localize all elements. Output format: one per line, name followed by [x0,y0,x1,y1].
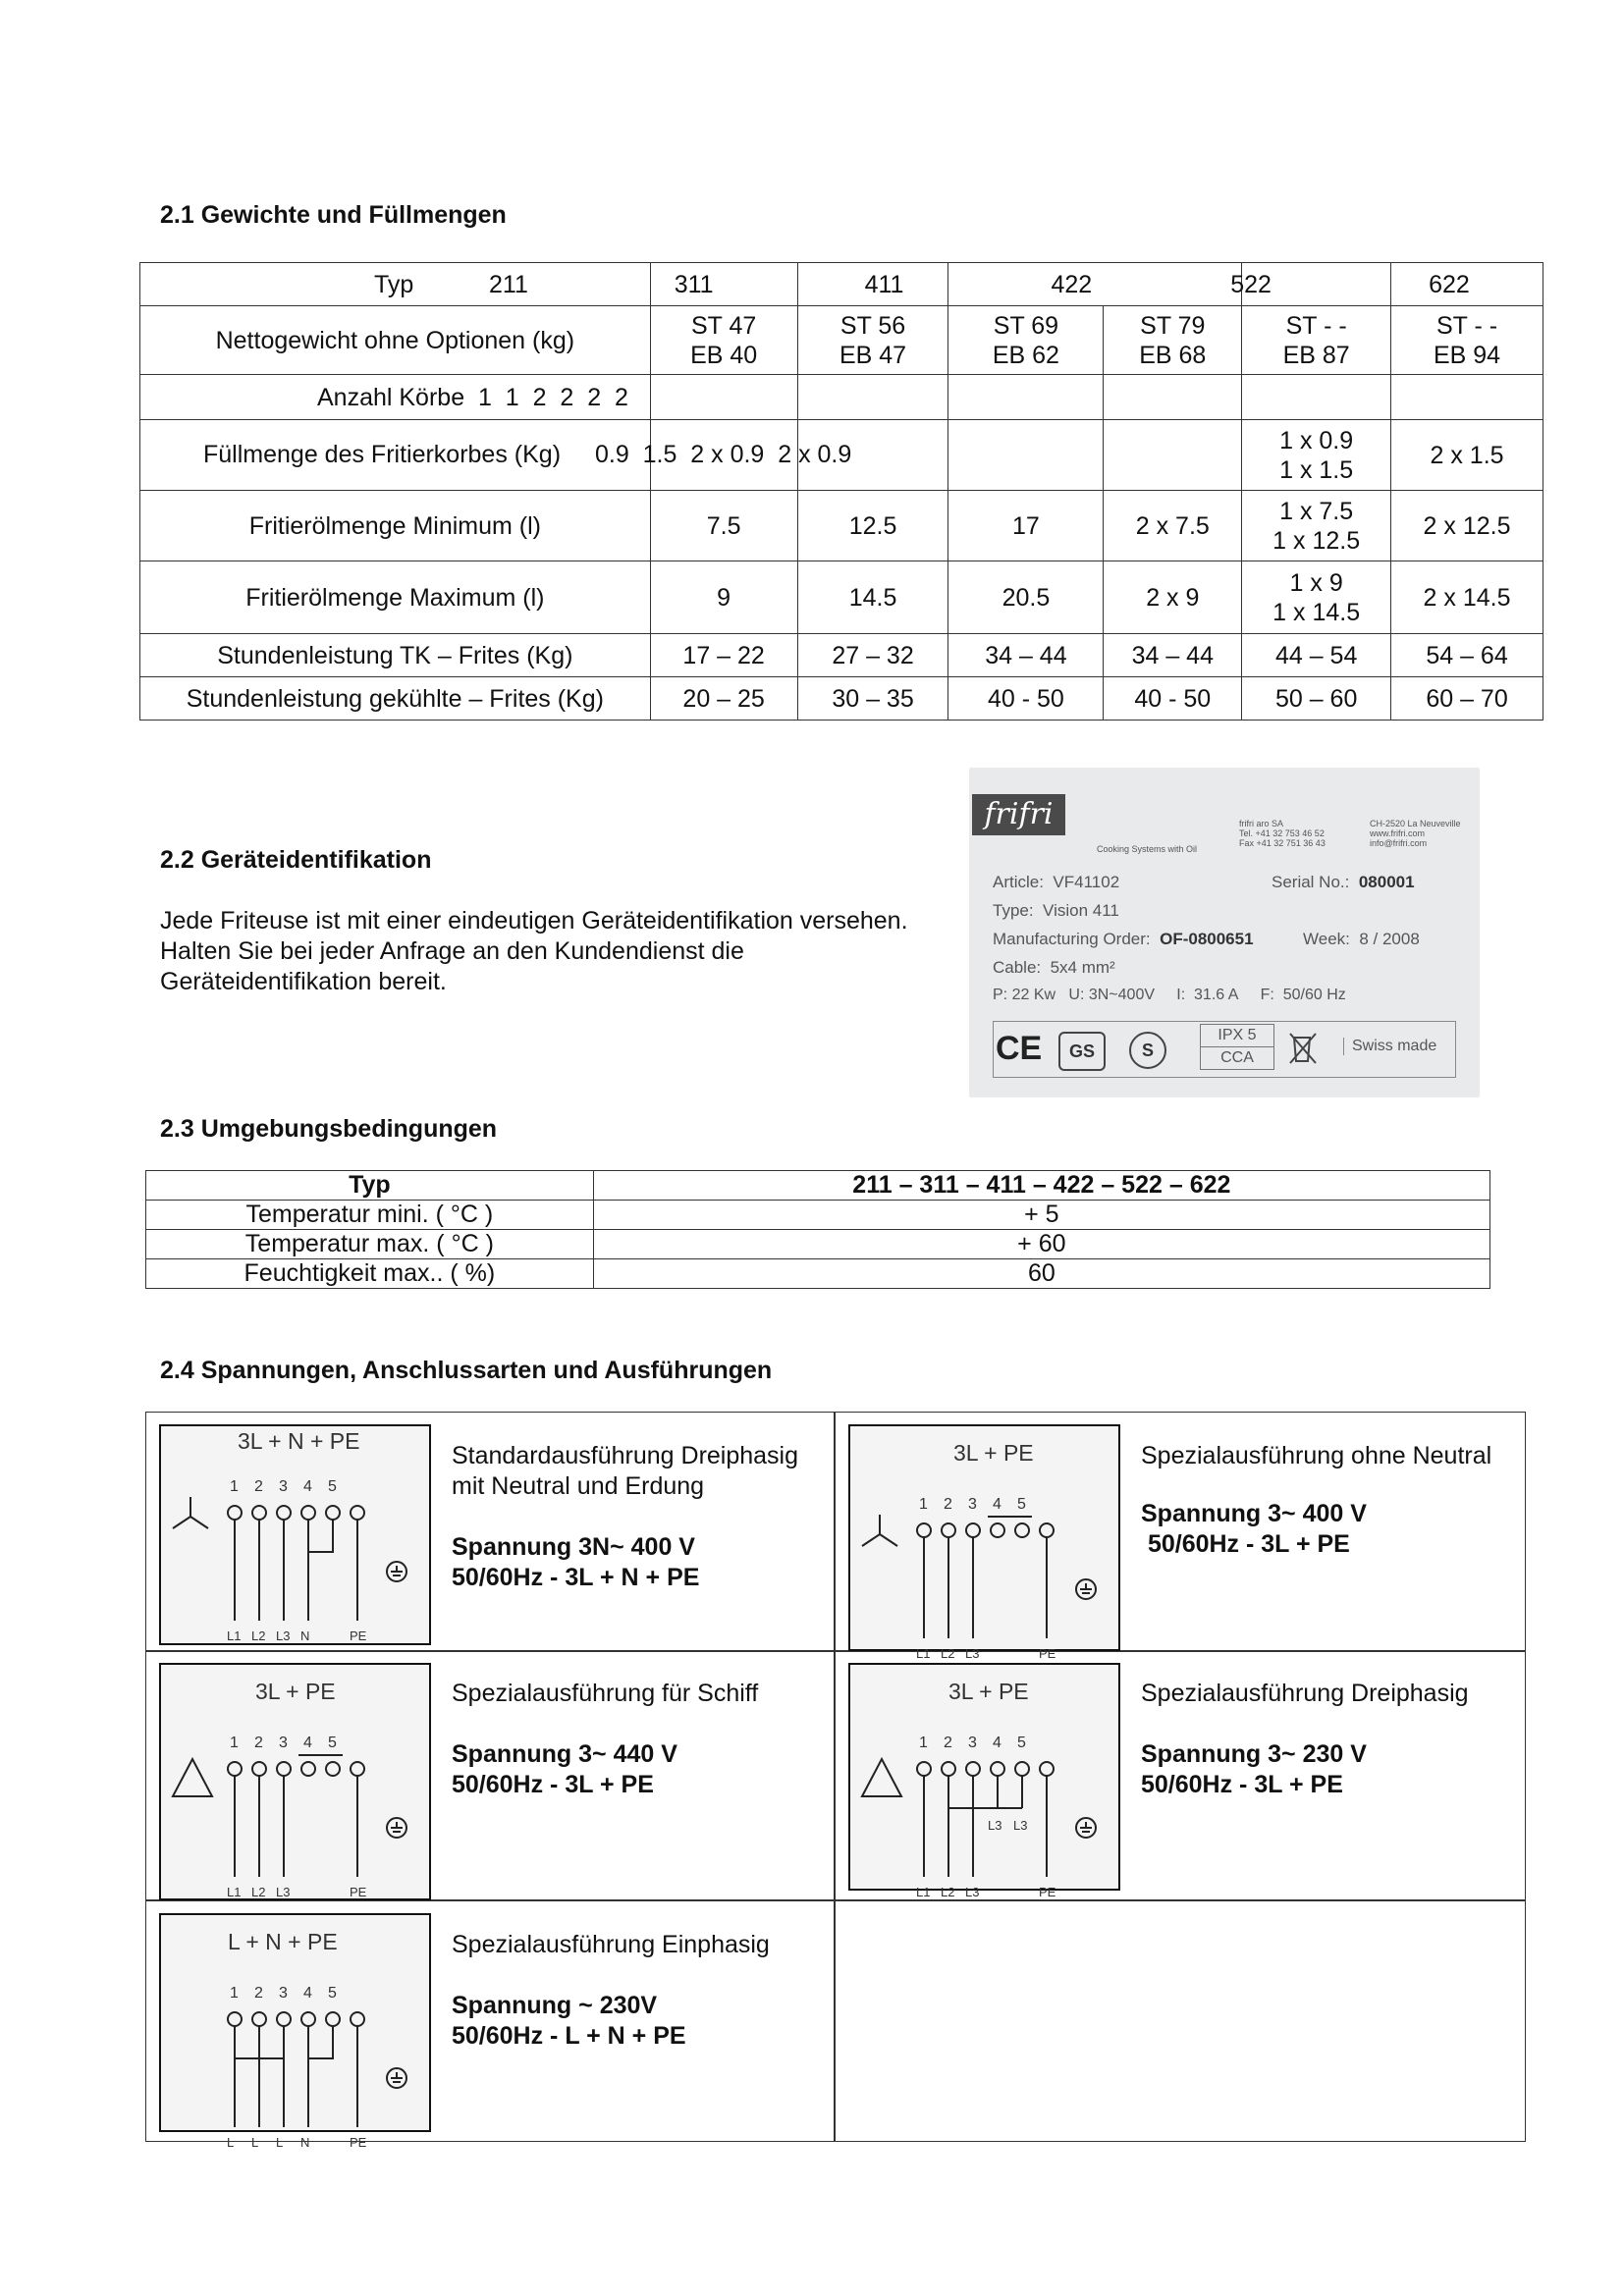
terminal-circle [326,2012,340,2026]
terminal-number: 2 [944,1735,952,1751]
rating-plate [969,768,1480,1097]
star-symbol [862,1534,880,1546]
fuell-values: 0.9 1.5 2 x 0.9 2 x 0.9 [595,441,852,468]
header-422: 422 [1051,270,1093,298]
gek-422a: 40 - 50 [948,677,1104,721]
terminal-number: 1 [230,1985,239,2002]
terminal-circle [252,1762,266,1776]
row-koerbe: Anzahl Körbe 1 1 2 2 2 2 [140,375,651,420]
wire-label: L2 [941,1646,955,1661]
terminal-number: 4 [303,1735,312,1751]
conn-3-text: Spezialausführung für Schiff Spannung 3~ 440 V 50/60Hz - 3L + PE [452,1680,759,1798]
min-522: 1 x 7.5 1 x 12.5 [1242,491,1391,561]
wire-label: L [276,2135,284,2150]
header-422-cell [948,263,1242,306]
env-temp-min-value: + 5 [593,1201,1489,1230]
heading-2-4: 2.4 Spannungen, Anschlussarten und Ausführungen [160,1357,773,1384]
label-cable: Cable: 5x4 mm² [993,958,1115,977]
terminal-circle [301,2012,315,2026]
row-tk-label: Stundenleistung TK – Frites (Kg) [140,634,651,677]
wire-label: L1 [916,1646,931,1661]
label-contact-right: CH-2520 La Neuveville www.frifri.com info@frifri.com [1370,819,1461,848]
tk-622: 54 – 64 [1391,634,1543,677]
label-tagline: Cooking Systems with Oil [1097,844,1198,854]
gs-mark: GS [1058,1032,1106,1071]
gek-411: 30 – 35 [797,677,948,721]
heading-2-2: 2.2 Geräteidentifikation [160,846,432,874]
wire-label: PE [350,2135,367,2150]
netto-422a: ST 69 EB 62 [948,306,1104,375]
frifri-logo: frifri [972,794,1065,835]
label-certifications [993,1021,1456,1078]
row-gek-label: Stundenleistung gekühlte – Frites (Kg) [140,677,651,721]
terminal-number: 3 [279,1985,288,2002]
environment-table [145,1170,1490,1289]
terminal-number: 3 [968,1496,977,1513]
label-type: Type: Vision 411 [993,901,1119,920]
header-311: 311 [650,263,797,306]
wire-label: L3 [965,1885,980,1899]
ce-mark: CE [996,1030,1043,1067]
terminal-circle [1040,1523,1054,1537]
env-humidity-label: Feuchtigkeit max.. ( %) [146,1259,594,1289]
terminal-circle [277,1506,291,1520]
terminal-number: 1 [919,1496,928,1513]
label-week: Week: 8 / 2008 [1303,930,1420,948]
terminal-number: 3 [279,1735,288,1751]
row-maximum-label: Fritierölmenge Maximum (l) [140,561,651,634]
terminal-number: 1 [230,1478,239,1495]
terminal-circle [966,1523,980,1537]
env-humidity-value: 60 [593,1259,1489,1289]
terminal-circle [351,1762,364,1776]
swiss-made: Swiss made [1343,1038,1436,1055]
max-522: 1 x 9 1 x 14.5 [1242,561,1391,634]
env-head-typ: Typ [146,1171,594,1201]
weights-table [139,262,1543,721]
terminal-number: 5 [328,1735,337,1751]
fuell-label: Füllmenge des Fritierkorbes (Kg) [203,441,562,468]
terminal-number: 5 [1017,1496,1026,1513]
heading-2-1: 2.1 Gewichte und Füllmengen [160,201,507,229]
terminal-number: 4 [993,1735,1001,1751]
row-fuell [140,420,852,491]
terminal-number: 4 [303,1985,312,2002]
netto-311: ST 47 EB 40 [650,306,797,375]
conn-4-text: Spezialausführung Dreiphasig Spannung 3~ 230 V 50/60Hz - 3L + PE [1141,1680,1469,1798]
heading-2-3: 2.3 Umgebungsbedingungen [160,1115,498,1143]
terminal-number: 3 [279,1478,288,1495]
min-622: 2 x 12.5 [1391,491,1543,561]
terminal-circle [277,2012,291,2026]
wire-label: PE [1039,1646,1056,1661]
terminal-circle [966,1762,980,1776]
wire-label: L2 [251,1885,266,1899]
env-temp-max-value: + 60 [593,1230,1489,1259]
terminal-circle [942,1762,955,1776]
wire-label: L [227,2135,235,2150]
terminal-circle [301,1762,315,1776]
max-422b: 2 x 9 [1104,561,1242,634]
label-serial: Serial No.: 080001 [1272,873,1415,891]
env-head-types: 211 – 311 – 411 – 422 – 522 – 622 [593,1171,1489,1201]
netto-422b: ST 79 EB 68 [1104,306,1242,375]
terminal-circle [228,2012,242,2026]
terminal-circle [252,2012,266,2026]
wire-label: L1 [227,1885,242,1899]
diagram-3l-n-pe-standard: 3L + N + PE 1 2 3 4 5 L1 L2 L3 N PE [159,1424,431,1645]
terminal-number: 2 [254,1985,263,2002]
gek-311: 20 – 25 [650,677,797,721]
tk-422b: 34 – 44 [1104,634,1242,677]
header-411: 411 [797,263,948,306]
label-electrical: P: 22 Kw U: 3N~400V I: 31.6 A F: 50/60 Hz [993,987,1346,1003]
row-netto-label: Nettogewicht ohne Optionen (kg) [140,306,651,375]
env-temp-max-label: Temperatur max. ( °C ) [146,1230,594,1259]
min-311: 7.5 [650,491,797,561]
bridge [308,1520,333,1552]
max-311: 9 [650,561,797,634]
gek-422b: 40 - 50 [1104,677,1242,721]
terminal-circle [252,1506,266,1520]
label-article: Article: VF41102 [993,873,1120,891]
tk-422a: 34 – 44 [948,634,1104,677]
terminal-circle [228,1506,242,1520]
wire-label: PE [350,1629,367,1643]
tk-411: 27 – 32 [797,634,948,677]
terminal-number: 5 [1017,1735,1026,1751]
header-211: 211 [489,271,528,298]
diagram-3l-pe-ship: 3L + PE 1 2 3 4 5 L1 L2 L3 PE [159,1663,431,1900]
max-411: 14.5 [797,561,948,634]
conn-5-text: Spezialausführung Einphasig Spannung ~ 230V 50/60Hz - L + N + PE [452,1931,770,2050]
header-522-cell [1230,263,1391,306]
terminal-number: 1 [230,1735,239,1751]
label-contact-left: frifri aro SA Tel. +41 32 753 46 52 Fax +41 32 751 36 43 [1239,819,1326,848]
netto-622: ST - - EB 94 [1391,306,1543,375]
min-411: 12.5 [797,491,948,561]
star-symbol [880,1534,897,1546]
delta-symbol [173,1759,212,1796]
wire-label: L [251,2135,259,2150]
terminal-circle [942,1523,955,1537]
tk-522: 44 – 54 [1242,634,1391,677]
diagram-3l-pe-230: 3L + PE 1 2 3 4 5 L3 L3 L1 L2 L3 PE [848,1663,1120,1891]
min-422b: 2 x 7.5 [1104,491,1242,561]
wire-label: L3 [276,1885,291,1899]
mid-label: L3 [988,1818,1002,1833]
terminal-circle [1015,1523,1029,1537]
terminal-number: 1 [919,1735,928,1751]
wire-label: L2 [251,1629,266,1643]
wire-label: L1 [916,1885,931,1899]
max-422a: 20.5 [948,561,1104,634]
s-mark: S [1129,1032,1166,1069]
ipx-box: IPX 5 CCA [1200,1024,1274,1070]
wire-label: PE [1039,1885,1056,1899]
terminal-circle [301,1506,315,1520]
terminal-circle [277,1762,291,1776]
star-symbol [173,1517,190,1528]
max-622: 2 x 14.5 [1391,561,1543,634]
terminal-circle [1015,1762,1029,1776]
header-typ-cell [140,263,651,306]
terminal-circle [1040,1762,1054,1776]
mid-label: L3 [1013,1818,1028,1833]
terminal-number: 2 [944,1496,952,1513]
wire-label: N [300,1629,310,1643]
conn-1-text: Standardausführung Dreiphasig mit Neutral und Erdung Spannung 3N~ 400 V 50/60Hz - 3L + N + PE [452,1442,799,1591]
terminal-circle [991,1523,1004,1537]
header-typ: Typ [374,271,414,298]
wire-label: L3 [276,1629,291,1643]
wire-label: PE [350,1885,367,1899]
wire-label: L3 [965,1646,980,1661]
label-order: Manufacturing Order: OF-0800651 [993,930,1254,948]
netto-522: ST - - EB 87 [1242,306,1391,375]
terminal-number: 5 [328,1985,337,2002]
star-symbol [190,1517,208,1528]
identification-paragraph: Jede Friteuse ist mit einer eindeutigen Geräteidentifikation versehen. Halten Sie bei jeder Anfrage an den Kundendienst die Geräteidentifikation bereit. [160,907,908,995]
wire-label: N [300,2135,310,2150]
wire-label: L1 [227,1629,242,1643]
wire-label: L2 [941,1885,955,1899]
weee-bin-icon [1282,1028,1322,1067]
terminal-circle [326,1762,340,1776]
terminal-number: 4 [303,1478,312,1495]
conn-2-text: Spezialausführung ohne Neutral Spannung 3~ 400 V 50/60Hz - 3L + PE [1141,1442,1492,1558]
terminal-number: 4 [993,1496,1001,1513]
fuell-622: 2 x 1.5 [1391,420,1543,491]
header-522: 522 [1230,271,1272,298]
terminal-number: 2 [254,1735,263,1751]
terminal-number: 5 [328,1478,337,1495]
header-622: 622 [1391,263,1543,306]
row-minimum-label: Fritierölmenge Minimum (l) [140,491,651,561]
terminal-number: 3 [968,1735,977,1751]
terminal-circle [351,1506,364,1520]
terminal-circle [351,2012,364,2026]
terminal-circle [917,1523,931,1537]
tk-311: 17 – 22 [650,634,797,677]
terminal-circle [917,1762,931,1776]
delta-symbol [862,1759,901,1796]
fuell-522: 1 x 0.9 1 x 1.5 [1242,420,1391,491]
env-temp-min-label: Temperatur mini. ( °C ) [146,1201,594,1230]
gek-522: 50 – 60 [1242,677,1391,721]
diagram-3l-pe-no-neutral: 3L + PE 1 2 3 4 5 L1 L2 L3 PE [848,1424,1120,1651]
terminal-circle [326,1506,340,1520]
terminal-circle [991,1762,1004,1776]
gek-622: 60 – 70 [1391,677,1543,721]
terminal-circle [228,1762,242,1776]
terminal-number: 2 [254,1478,263,1495]
diagram-l-n-pe-single: L + N + PE 1 2 3 4 5 L L L N PE [159,1913,431,2132]
netto-411: ST 56 EB 47 [797,306,948,375]
min-422a: 17 [948,491,1104,561]
